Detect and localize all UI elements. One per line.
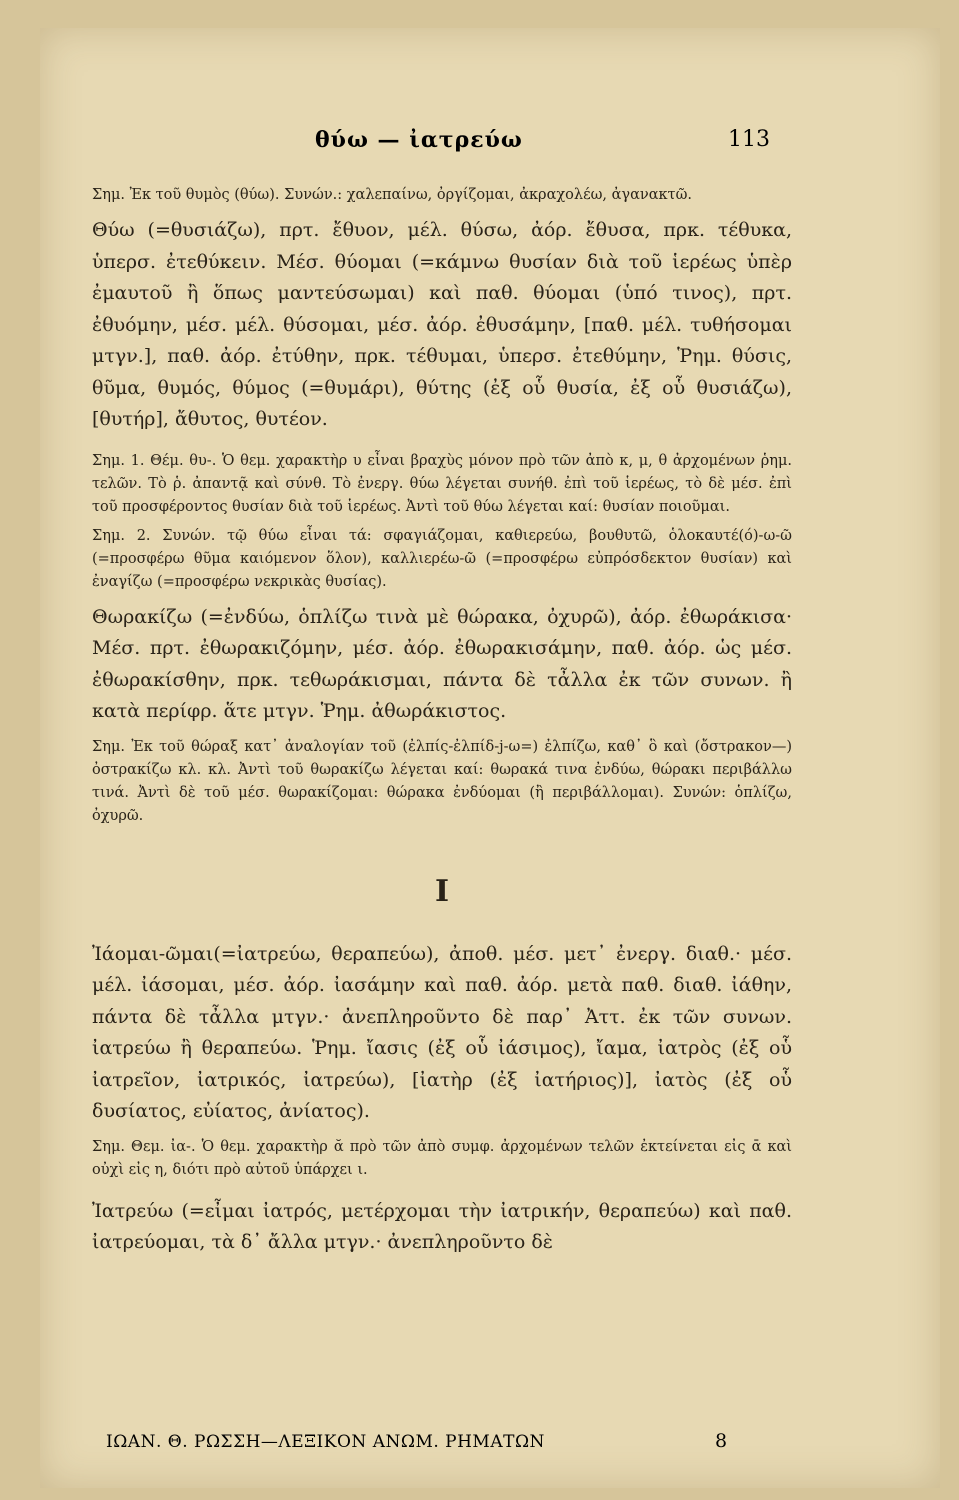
entry-iatreuo: Ἰατρεύω (=εἶμαι ἰατρός, μετέρχομαι τὴν ἰατρικήν, θεραπεύω) καὶ παθ. ἰατρεύομαι, τὰ δ᾽ ἄλλα μτγν.· ἀνεπληροῦντο δὲ [92, 1199, 792, 1253]
note-paragraph: Σημ. 2. Συνών. τῷ θύω εἶναι τά: σφαγιάζομαι, καθιερεύω, βουθυτῶ, ὁλοκαυτέ(ό)-ω-ῶ (=προσφέρω θῦμα καιόμενον ὅλον), καλλιερέω-ῶ (=προσφέρω εὐπρόσδεκτον θυσίαν) καὶ ἐναγίζω (=προσφέρω νεκρικὰς θυσίας). [92, 527, 792, 590]
note-paragraph: Σημ. Θεμ. ἰα-. Ὁ θεμ. χαρακτὴρ ᾰ πρὸ τῶν ἀπὸ συμφ. ἀρχομένων τελῶν ἐκτείνεται εἰς ᾱ καὶ οὐχὶ εἰς η, διότι πρὸ αὐτοῦ ὑπάρχει ι. [92, 1138, 792, 1178]
note-paragraph: Σημ. Ἐκ τοῦ θυμὸς (θύω). Συνών.: χαλεπαίνω, ὀργίζομαι, ἀκραχολέω, ἀγανακτῶ. [92, 187, 693, 203]
running-head: θύω — ἰατρεύω [315, 127, 523, 153]
note-paragraph: Σημ. Ἐκ τοῦ θώραξ κατ᾽ ἀναλογίαν τοῦ (ἐλπίς-ἐλπίδ-j-ω=) ἐλπίζω, καθ᾽ ὃ καὶ (ὄστρακον—) ὀστρακίζω κλ. κλ. Ἀντὶ τοῦ θωρακίζω λέγεται καί: θωρακά τινα ἐνδύω, θώρακι περιβάλλω τινά. Ἀντὶ δὲ τοῦ μέσ. θωρακίζομαι: θώρακα ἐνδύομαι (ἢ περιβάλλομαι). Συνών: ὁπλίζω, ὀχυρῶ. [92, 738, 792, 824]
page-body [92, 178, 792, 1259]
section-letter: Ι [434, 873, 450, 909]
page-number: 113 [728, 127, 770, 152]
page-header [0, 127, 959, 167]
entry-thyo: Θύω (=θυσιάζω), πρτ. ἔθυον, μέλ. θύσω, ἀόρ. ἔθυσα, πρκ. τέθυκα, ὑπερσ. ἐτεθύκειν. Μέσ. θύομαι (=κάμνω θυσίαν διὰ τοῦ ἱερέως ὑπὲρ ἐμαυτοῦ ἢ ὅπως μαντεύσωμαι) καὶ παθ. θύομαι (ὑπό τινος), πρτ. ἐθυόμην, μέσ. μέλ. θύσομαι, μέσ. ἀόρ. ἐθυσάμην, [παθ. μέλ. τυθήσομαι μτγν.], παθ. ἀόρ. ἐτύθην, πρκ. τέθυμαι, ὑπερσ. ἐτεθύμην, Ῥημ. θύσις, θῦμα, θυμός, θύμος (=θυμάρι), θύτης (ἐξ οὗ θυσία, ἐξ οὗ θυσιάζω), [θυτήρ], ἄθυτος, θυτέον. [92, 219, 792, 430]
signature-mark: 8 [715, 1430, 728, 1452]
note-paragraph: Σημ. 1. Θέμ. θυ-. Ὁ θεμ. χαρακτὴρ υ εἶναι βραχὺς μόνον πρὸ τῶν ἀπὸ κ, μ, θ ἀρχομένων ῥημ. τελῶν. Τὸ ῥ. ἀπαντᾷ καὶ σύνθ. Τὸ ἐνεργ. θύω λέγεται συνήθ. ἐπὶ τοῦ ἱερέως, τὸ δὲ μέσ. ἐπὶ τοῦ προσφέροντος θυσίαν διὰ τοῦ ἱερέως. Ἀντὶ τοῦ θύω λέγεται καί: θυσίαν ποιοῦμαι. [92, 452, 792, 515]
footer-text: ΙΩΑΝ. Θ. ΡΩΣΣΗ—ΛΕΞΙΚΟΝ ΑΝΩΜ. ΡΗΜΑΤΩΝ [106, 1432, 545, 1452]
entry-iaomai: Ἰάομαι-ῶμαι(=ἰατρεύω, θεραπεύω), ἀποθ. μέσ. μετ᾽ ἐνεργ. διαθ.· μέσ. μέλ. ἰάσομαι, μέσ. ἀόρ. ἰασάμην καὶ παθ. ἀόρ. μετὰ παθ. διαθ. ἰάθην, πάντα δὲ τἆλλα μτγν.· ἀνεπληροῦντο δὲ παρ᾽ Ἀττ. ἐκ τῶν συνων. ἰατρεύω ἢ θεραπεύω. Ῥημ. ἴασις (ἐξ οὗ ἰάσιμος), ἴαμα, ἰατρὸς (ἐξ οὗ ἰατρεῖον, ἰατρικός, ἰατρεύω), [ἰατὴρ (ἐξ ἰατήριος)], ἰατὸς (ἐξ οὗ δυσίατος, εὐίατος, ἀνίατος). [92, 942, 792, 1122]
entry-thorakizo: Θωρακίζω (=ἐνδύω, ὁπλίζω τινὰ μὲ θώρακα, ὀχυρῶ), ἀόρ. ἐθωράκισα· Μέσ. πρτ. ἐθωρακιζόμην, μέσ. ἀόρ. ἐθωρακισάμην, παθ. ἀόρ. ὡς μέσ. ἐθωρακίσθην, πρκ. τεθωράκισμαι, πάντα δὲ τἆλλα ἐκ τῶν συνων. ἢ κατὰ περίφρ. ἅτε μτγν. Ῥημ. ἀθωράκιστος. [92, 605, 792, 722]
